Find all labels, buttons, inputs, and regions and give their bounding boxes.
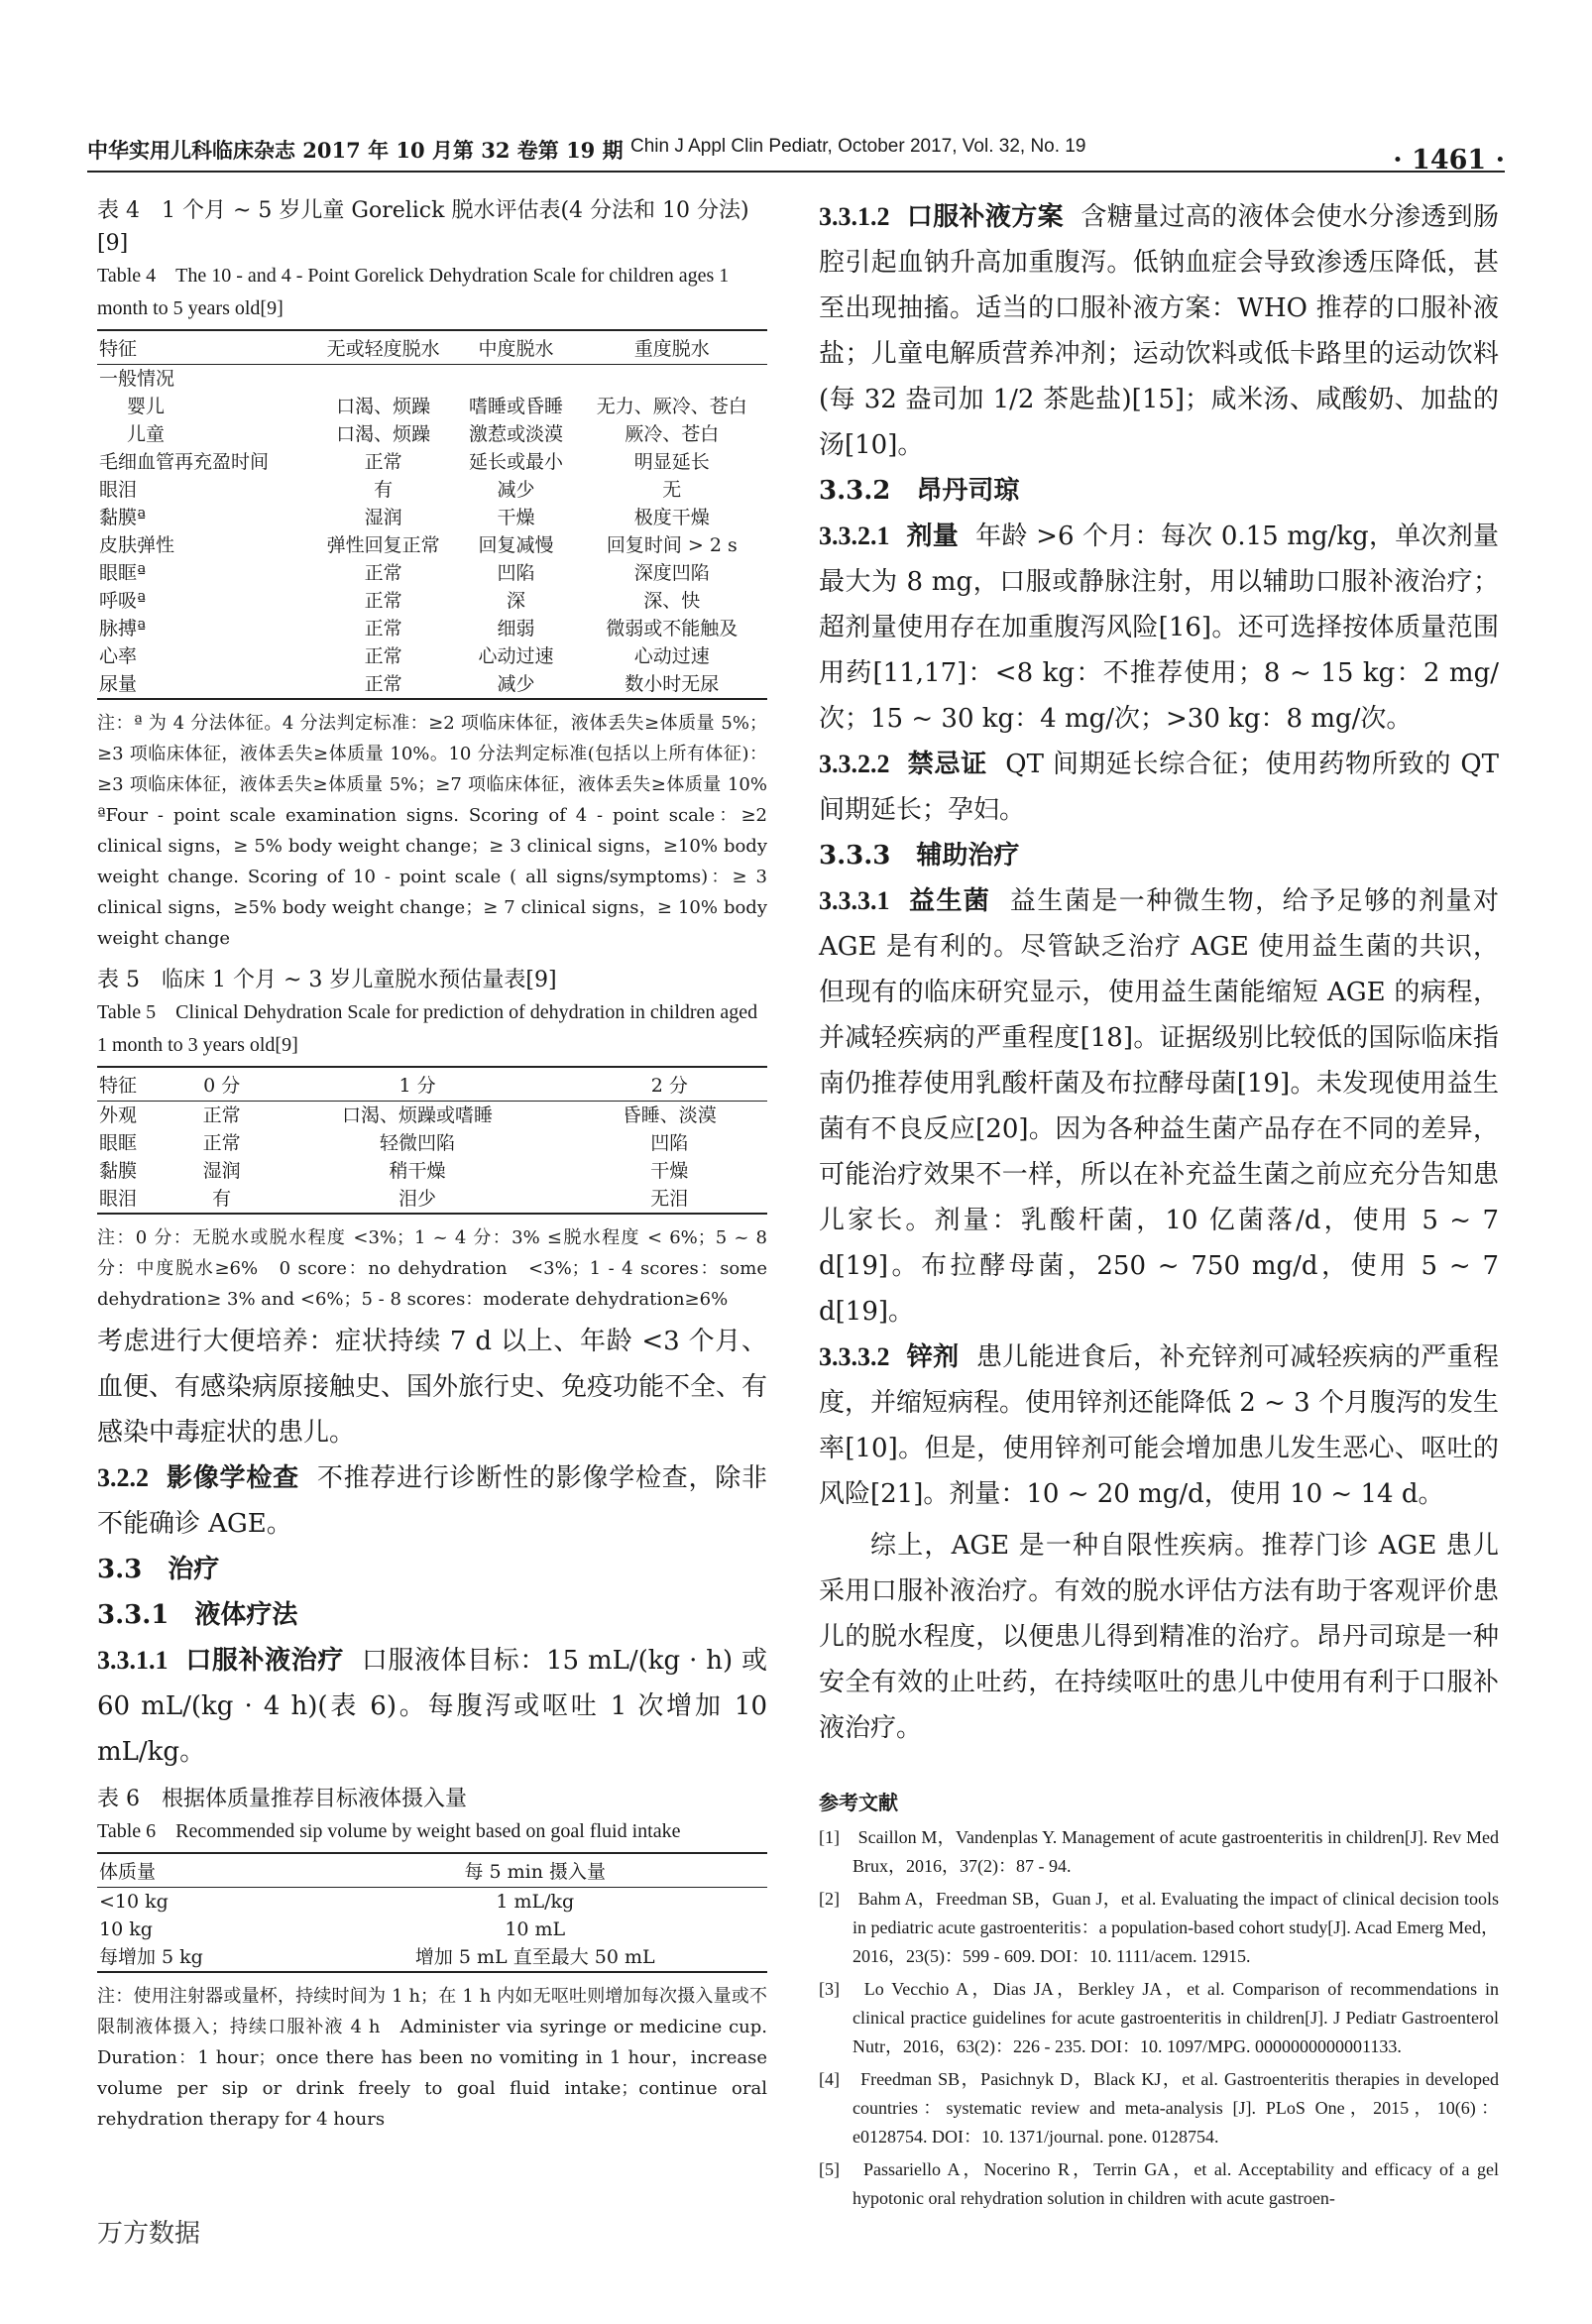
section-3-3-2-2 [819, 742, 1499, 833]
reference-item: [2] Bahm A，Freedman SB，Guan J，et al. Evaluating the impact of clinical decision tools in pediatric acute gastroenteritis：a population-based cohort study[J]. Acad Emerg Med，2016，23(5)：599 - 609. DOI：10. 1111/acem. 12915. [819, 1889, 1499, 1966]
section-3-3-2-1 [819, 514, 1499, 742]
table5 [97, 1066, 767, 1215]
section-3-3-2-heading: 3.3.2 昂丹司琼 [819, 476, 1020, 506]
section-3-3-3-1-number: 3.3.3.1 [819, 886, 890, 915]
table4 [97, 329, 767, 700]
table-header-cell: 2 分 [572, 1067, 767, 1102]
table-cell: 黏膜 [99, 1160, 138, 1182]
table-row [97, 587, 767, 615]
table-cell: 延长或最小 [468, 451, 563, 473]
table5-caption-en: Table 5 Clinical Dehydration Scale for prediction of dehydration in children aged 1 month to 3 years old[9] [97, 1001, 758, 1056]
table-cell: 心率 [99, 645, 138, 667]
table-cell: 深、快 [643, 590, 701, 612]
table-cell: 眼眶ª [99, 562, 147, 584]
section-3-3-3-2-title: 锌剂 [906, 1342, 960, 1372]
table-cell: 脉搏ª [99, 618, 147, 639]
references-title: 参考文献 [819, 1791, 898, 1814]
table-cell: 眼泪 [97, 1185, 180, 1214]
table-cell: 嗜睡或昏睡 [468, 396, 563, 417]
table-cell: 正常 [311, 670, 456, 699]
reference-item: [5] Passariello A，Nocerino R，Terrin GA，et al. Acceptability and efficacy of a gel hypotonic oral rehydration solution in children with acute gastroen- [819, 2159, 1499, 2208]
table-cell: 轻微凹陷 [380, 1132, 456, 1154]
table6 [97, 1852, 767, 1973]
table-cell: 微弱或不能触及 [606, 618, 739, 639]
section-3-3-1-1-title: 口服补液治疗 [185, 1646, 344, 1676]
table-cell: 10 kg [99, 1918, 153, 1940]
table-cell: 激惹或淡漠 [468, 423, 563, 445]
table-cell: 无力、厥冷、苍白 [596, 396, 747, 417]
table-cell: 无 [662, 479, 682, 501]
section-3-3-2-2-text: QT 间期延长综合征；使用药物所致的 QT 间期延长；孕妇。 [819, 750, 1499, 825]
table-cell: <10 kg [99, 1891, 169, 1913]
table-cell: 有 [374, 479, 394, 501]
journal-title-en: Chin J Appl Clin Pediatr, October 2017, Vol. 32, No. 19 [630, 136, 1086, 157]
section-3-3-2-1-text: 年龄 >6 个月：每次 0.15 mg/kg，单次剂量最大为 8 mg，口服或静脉注射，用以辅助口服补液治疗；超剂量使用存在加重腹泻风险[16]。还可选择按体质量范围用药[11,17]：<8 kg：不推荐使用；8 ~ 15 kg：2 mg/次；15 ~ 30 kg：4 mg/次；>30 kg：8 mg/次。 [819, 522, 1499, 734]
table5-note: 注：0 分：无脱水或脱水程度 <3%；1 ~ 4 分：3% ≤脱水程度 < 6%；5 ~ 8 分：中度脱水≥6% 0 score：no dehydration <3%；1 - 4 scores：some dehydration≥ 3% and <6%；5 - 8 scores：moderate dehydration≥6% [97, 1227, 767, 1310]
table-cell: 外观 [99, 1104, 138, 1126]
table-header-cell: 体质量 [97, 1853, 303, 1888]
running-header [87, 131, 1505, 173]
table-row [97, 448, 767, 476]
table-cell: 深 [506, 590, 525, 612]
reference-item: [1] Scaillon M，Vandenplas Y. Management of acute gastroenteritis in children[J]. Rev Med Brux，2016，37(2)：87 - 94. [819, 1827, 1499, 1876]
table-cell: 正常 [364, 562, 402, 584]
table-row [97, 365, 767, 394]
table-row [97, 615, 767, 642]
table-cell: 尿量 [97, 670, 311, 699]
table-cell: 正常 [202, 1104, 241, 1126]
table-cell: 减少 [455, 670, 576, 699]
table-header-cell: 每 5 min 摄入量 [303, 1853, 768, 1888]
table-row [97, 670, 767, 699]
table-cell: 儿童 [127, 423, 166, 445]
table-cell: 每增加 5 kg [97, 1943, 303, 1972]
table-cell: 深度凹陷 [633, 562, 710, 584]
table-cell: 干燥 [497, 507, 535, 528]
table-row [97, 1185, 767, 1214]
table-cell: 回复时间 > 2 s [606, 534, 738, 556]
table-cell [577, 365, 767, 394]
table-cell: 数小时无尿 [577, 670, 767, 699]
table-header-cell: 1 分 [264, 1067, 572, 1102]
table-cell: 干燥 [650, 1160, 689, 1182]
table4-caption-cn: 表 4 1 个月 ~ 5 岁儿童 Gorelick 脱水评估表(4 分法和 10 分法)[9] [97, 198, 749, 256]
table-header-cell: 无或轻度脱水 [311, 330, 456, 365]
table-cell: 10 mL [505, 1918, 566, 1940]
section-3-2-2-number: 3.2.2 [97, 1463, 149, 1492]
table-cell: 正常 [364, 645, 402, 667]
table-row [97, 1157, 767, 1185]
table-row [97, 642, 767, 670]
table-cell: 一般情况 [99, 368, 175, 390]
table-cell: 增加 5 mL 直至最大 50 mL [303, 1943, 768, 1972]
table-cell: 正常 [364, 451, 402, 473]
table-row [97, 1943, 767, 1972]
table4-note: 注：ª 为 4 分法体征。4 分法判定标准：≥2 项临床体征，液体丢失≥体质量 5%；≥3 项临床体征，液体丢失≥体质量 10%。10 分法判定标准(包括以上所有体征)：≥3 项临床体征，液体丢失≥体质量 5%；≥7 项临床体征，液体丢失≥体质量 10% ªFour - point scale examination signs. Scoring of 4 - point scale：≥2 clinical signs，≥ 5% body weight change；≥ 3 clinical signs，≥10% body weight change. Scoring of 10 - point scale ( all signs/symptoms)：≥ 3 clinical signs，≥5% body weight change；≥ 7 clinical signs，≥ 10% body weight change [97, 713, 785, 949]
table6-caption-cn: 表 6 根据体质量推荐目标液体摄入量 [97, 1787, 467, 1811]
table-row [97, 476, 767, 504]
table-cell: 呼吸ª [99, 590, 147, 612]
table-cell: 心动过速 [633, 645, 710, 667]
table-header-cell: 特征 [97, 1067, 180, 1102]
table-cell [311, 365, 456, 394]
section-3-3-2-1-title: 剂量 [906, 522, 960, 551]
table-row [97, 1888, 767, 1917]
table-cell: 细弱 [497, 618, 535, 639]
table-cell: 心动过速 [478, 645, 554, 667]
section-3-3-3-2-number: 3.3.3.2 [819, 1342, 890, 1371]
table-row [97, 559, 767, 587]
database-watermark: 万方数据 [97, 2219, 201, 2249]
table4-caption-en: Table 4 The 10 - and 4 - Point Gorelick Dehydration Scale for children ages 1 month to 5 years old[9] [97, 265, 730, 319]
table-cell: 极度干燥 [633, 507, 710, 528]
stool-culture-paragraph: 考虑进行大便培养：症状持续 7 d 以上、年龄 <3 个月、血便、有感染病原接触史、国外旅行史、免疫功能不全、有感染中毒症状的患儿。 [97, 1327, 768, 1448]
section-3-3-1-1-text: 口服液体目标：15 mL/(kg · h) 或 60 mL/(kg · 4 h)(表 6)。每腹泻或呕吐 1 次增加 10 mL/kg。 [97, 1646, 767, 1767]
section-3-3-1-2-text: 含糖量过高的液体会使水分渗透到肠腔引起血钠升高加重腹泻。低钠血症会导致渗透压降低，甚至出现抽搐。适当的口服补液方案：WHO 推荐的口服补液盐；儿童电解质营养冲剂；运动饮料或低卡路里的运动饮料(每 32 盎司加 1/2 茶匙盐)[15]；咸米汤、咸酸奶、加盐的汤[10]。 [819, 202, 1500, 460]
table-cell: 湿润 [202, 1160, 241, 1182]
page-number: · 1461 · [1393, 145, 1505, 175]
table-header-cell: 重度脱水 [577, 330, 767, 365]
reference-item: [3] Lo Vecchio A，Dias JA，Berkley JA，et al. Comparison of recommendations in clinical practice guidelines for acute gastroenteritis in children[J]. J Pediatr Gastroenterol Nutr，2016，63(2)：226 - 235. DOI：10. 1097/MPG. 0000000000001133. [819, 1979, 1499, 2056]
section-3-3-2-2-title: 禁忌证 [907, 750, 988, 779]
table-cell: 湿润 [364, 507, 402, 528]
table-row [97, 1129, 767, 1157]
section-3-2-2-text: 不推荐进行诊断性的影像学检查，除非不能确诊 AGE。 [97, 1463, 767, 1539]
table-cell: 无泪 [572, 1185, 767, 1214]
table-cell: 正常 [364, 618, 402, 639]
table-row [97, 1916, 767, 1943]
table-header-cell: 0 分 [180, 1067, 264, 1102]
table-cell: 凹陷 [497, 562, 535, 584]
table-cell: 回复减慢 [478, 534, 554, 556]
table-cell: 皮肤弹性 [99, 534, 175, 556]
section-3-3-1-2-number: 3.3.1.2 [819, 202, 890, 231]
table-cell: 正常 [364, 590, 402, 612]
section-3-3-1-2 [819, 194, 1499, 468]
table-cell: 弹性回复正常 [326, 534, 440, 556]
section-3-3-1-1 [97, 1638, 767, 1775]
table-cell: 口渴、烦躁 [336, 396, 431, 417]
reference-item: [4] Freedman SB，Pasichnyk D，Black KJ，et al. Gastroenteritis therapies in developed countries：systematic review and meta-analysis [J]. PLoS One，2015，10(6)：e0128754. DOI：10. 1371/journal. pone. 0128754. [819, 2069, 1499, 2147]
section-3-3-3-1-title: 益生菌 [908, 886, 991, 916]
table-cell: 黏膜ª [99, 507, 147, 528]
table-cell: 1 mL/kg [496, 1891, 575, 1913]
table-cell: 有 [180, 1185, 264, 1214]
table-cell: 明显延长 [633, 451, 710, 473]
table-row [97, 504, 767, 531]
table-cell: 稍干燥 [389, 1160, 446, 1182]
journal-title-cn: 中华实用儿科临床杂志 2017 年 10 月第 32 卷第 19 期 [87, 138, 624, 163]
table-cell: 眼眶 [99, 1132, 138, 1154]
table-row [97, 393, 767, 420]
table-row [97, 1102, 767, 1130]
section-3-3-2-2-number: 3.3.2.2 [819, 750, 890, 778]
table-cell: 正常 [202, 1132, 241, 1154]
table-cell: 口渴、烦躁 [336, 423, 431, 445]
table-cell: 毛细血管再充盈时间 [99, 451, 270, 473]
table-cell: 婴儿 [127, 396, 166, 417]
section-3-3-3-1 [819, 878, 1499, 1335]
table6-note: 注：使用注射器或量杯，持续时间为 1 h；在 1 h 内如无呕吐则增加每次摄入量或不限制液体摄入；持续口服补液 4 h Administer via syringe or medicine cup. Duration：1 hour；once there has been no vomiting in 1 hour，increase volume per sip or drink freely to goal fluid intake；continue oral rehydration therapy for 4 hours [97, 1986, 767, 2130]
table-header-cell: 特征 [97, 330, 311, 365]
table-cell: 减少 [497, 479, 535, 501]
section-3-2-2-title: 影像学检查 [167, 1463, 299, 1493]
section-3-3-1-heading: 3.3.1 液体疗法 [97, 1600, 298, 1630]
table-cell: 凹陷 [650, 1132, 689, 1154]
section-3-3-3-2 [819, 1335, 1499, 1517]
table-header-cell: 中度脱水 [455, 330, 576, 365]
section-3-3-3-1-text: 益生菌是一种微生物，给予足够的剂量对 AGE 是有利的。尽管缺乏治疗 AGE 使用益生菌的共识，但现有的临床研究显示，使用益生菌能缩短 AGE 的病程，并减轻疾病的严重程度[18]。证据级别比较低的国际临床指南仍推荐使用乳酸杆菌及布拉酵母菌[19]。未发现使用益生菌有不良反应[20]。因为各种益生菌产品存在不同的差异，可能治疗效果不一样，所以在补充益生菌之前应充分告知患儿家长。剂量：乳酸杆菌，10 亿菌落/d，使用 5 ~ 7 d[19]。布拉酵母菌，250 ~ 750 mg/d，使用 5 ~ 7 d[19]。 [819, 886, 1499, 1327]
reference-list [819, 1823, 1499, 2213]
section-3-3-1-1-number: 3.3.1.1 [97, 1646, 169, 1675]
table-cell: 眼泪 [99, 479, 138, 501]
right-column [819, 194, 1499, 2217]
table5-caption-cn: 表 5 临床 1 个月 ~ 3 岁儿童脱水预估量表[9] [97, 968, 557, 992]
table-cell: 口渴、烦躁或嗜睡 [342, 1104, 494, 1126]
table-cell [455, 365, 576, 394]
section-3-3-1-2-title: 口服补液方案 [906, 202, 1065, 232]
section-3-3-heading: 3.3 治疗 [97, 1555, 220, 1584]
table-row [97, 531, 767, 559]
section-3-2-2 [97, 1455, 767, 1547]
section-3-3-3-2-text: 患儿能进食后，补充锌剂可减轻疾病的严重程度，并缩短病程。使用锌剂还能降低 2 ~ 3 个月腹泻的发生率[10]。但是，使用锌剂可能会增加患儿发生恶心、呕吐的风险[21]。剂量：10 ~ 20 mg/d，使用 10 ~ 14 d。 [819, 1342, 1500, 1509]
left-column [97, 194, 785, 2135]
table-row [97, 420, 767, 448]
table6-caption-en: Table 6 Recommended sip volume by weight based on goal fluid intake [97, 1820, 681, 1842]
section-3-3-2-1-number: 3.3.2.1 [819, 522, 890, 550]
table-cell: 昏睡、淡漠 [622, 1104, 717, 1126]
section-3-3-3-heading: 3.3.3 辅助治疗 [819, 841, 1020, 871]
table-cell: 泪少 [264, 1185, 572, 1214]
table-cell: 厥冷、苍白 [625, 423, 720, 445]
summary-paragraph: 综上，AGE 是一种自限性疾病。推荐门诊 AGE 患儿采用口服补液治疗。有效的脱水评估方法有助于客观评价患儿的脱水程度，以便患儿得到精准的治疗。昂丹司琼是一种安全有效的止吐药，在持续呕吐的患儿中使用有利于口服补液治疗。 [819, 1531, 1499, 1743]
